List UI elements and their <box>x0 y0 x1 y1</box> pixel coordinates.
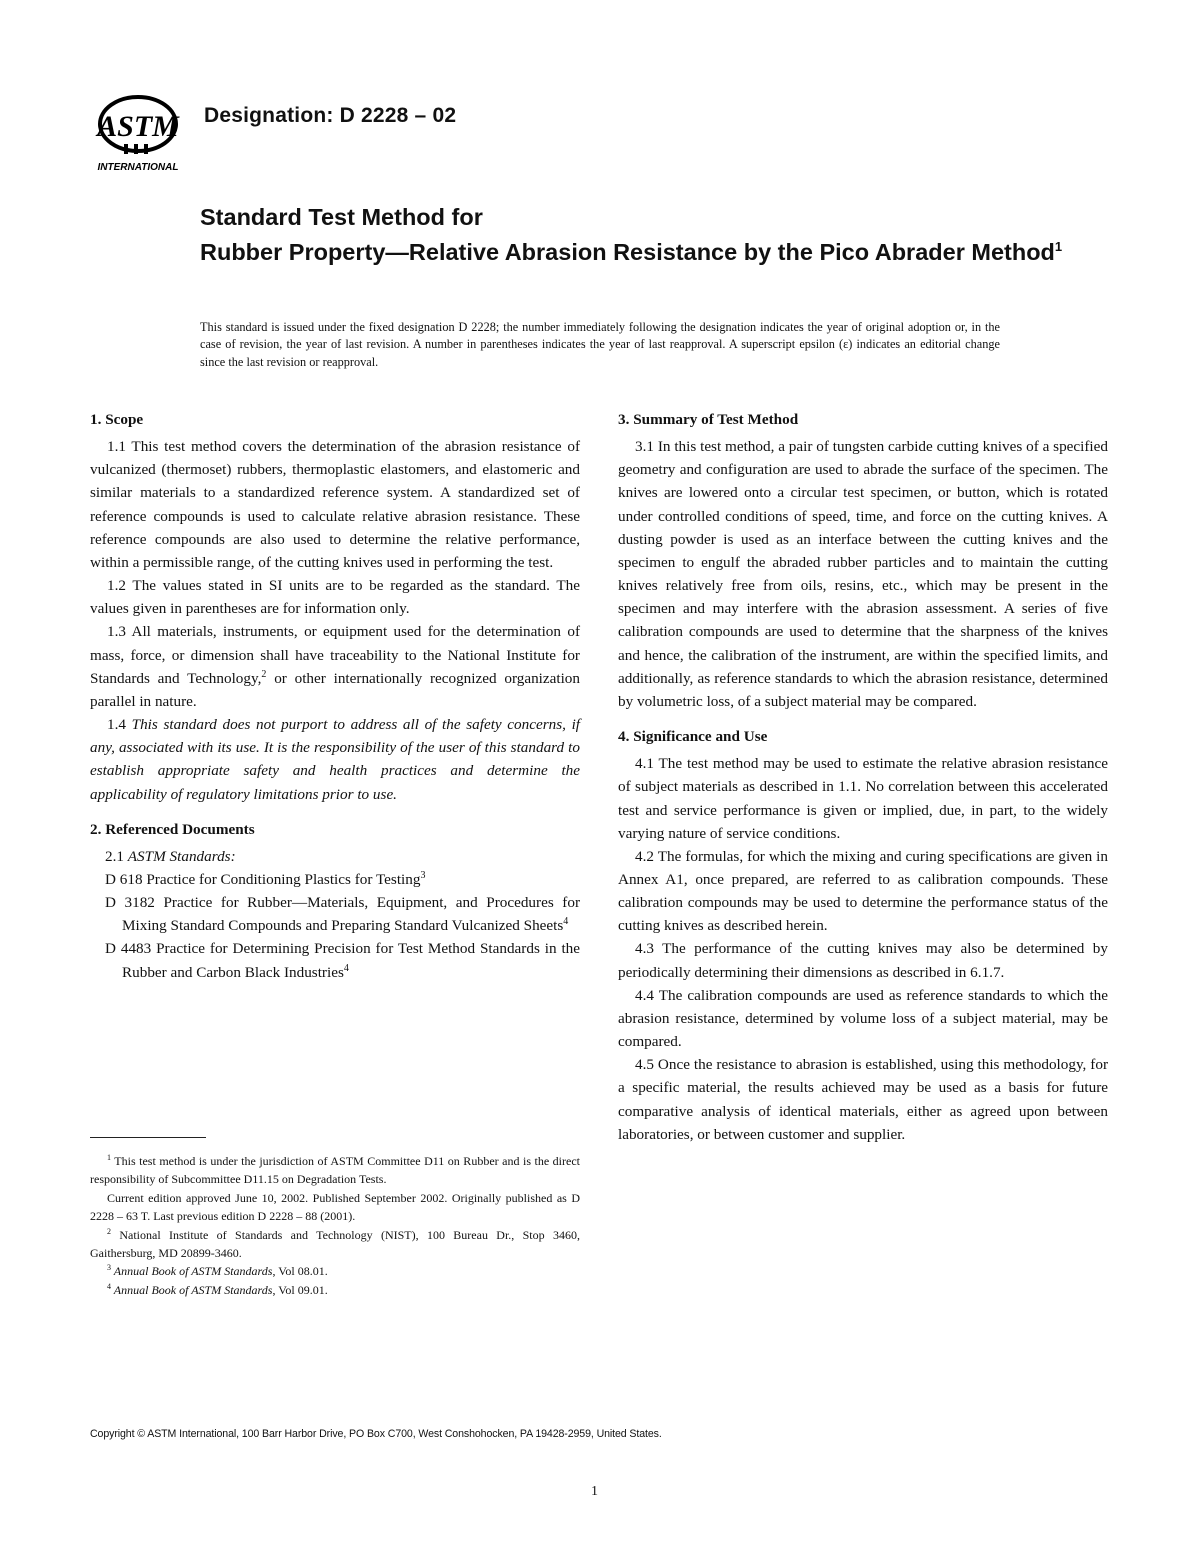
svg-text:ASTM: ASTM <box>97 110 179 143</box>
referenced-sub-num: 2.1 <box>105 847 128 865</box>
left-column <box>90 408 580 984</box>
footnote-4-tail: , Vol 09.01. <box>272 1282 328 1297</box>
footnote-2-text: National Institute of Standards and Technology (NIST), 100 Bureau Dr., Stop 3460, Gaithersburg, MD 20899-3460. <box>90 1227 580 1261</box>
footnote-1-mark: 1 <box>107 1153 111 1162</box>
paragraph-1-3 <box>90 620 580 713</box>
paragraph-1-3-tail: or other internationally recognized organization parallel in nature. <box>90 669 580 710</box>
referenced-subheading <box>90 845 580 868</box>
footnotes <box>90 1152 580 1299</box>
paragraph-4-4: 4.4 The calibration compounds are used as reference standards to which the abrasion resistance, determined by volume loss of a subject material, may be compared. <box>618 986 1108 1051</box>
paragraph-1-3-text: 1.3 All materials, instruments, or equipment used for the determination of mass, force, or dimension shall have traceability to the National Institute for Standards and Technology, <box>90 623 580 687</box>
title-main: Rubber Property—Relative Abrasion Resistance by the Pico Abrader Method <box>200 238 1055 265</box>
reference-item <box>90 891 580 937</box>
title-footnote-mark: 1 <box>1054 239 1063 254</box>
logo-text: INTERNATIONAL <box>97 162 179 173</box>
paragraph-4-1: 4.1 The test method may be used to estimate the relative abrasion resistance of subject materials as described in 1.1. No correlation between this accelerated test and service performance is given or implied, due, in part, to the widely varying nature of service conditions. <box>618 755 1108 842</box>
section-heading-significance: 4. Significance and Use <box>618 728 768 746</box>
referenced-sub-italic: ASTM Standards: <box>127 847 236 865</box>
footnote-3 <box>90 1262 580 1280</box>
footnote-3-italic: Annual Book of ASTM Standards <box>111 1264 273 1279</box>
paragraph-4-3: 4.3 The performance of the cutting knives may also be determined by periodically determining their dimensions as described in 6.1.7. <box>618 940 1108 981</box>
footnote-2-mark: 2 <box>107 1226 111 1236</box>
section-heading-summary: 3. Summary of Test Method <box>618 411 799 428</box>
section-heading-referenced: 2. Referenced Documents <box>90 820 255 838</box>
title-line1: Standard Test Method for <box>200 204 483 230</box>
reference-footnote: 3 <box>420 869 426 881</box>
footnote-3-mark: 3 <box>107 1263 111 1273</box>
footnote-4-mark: 4 <box>107 1281 111 1291</box>
paragraph-1-4 <box>90 713 580 806</box>
paragraph-4-5: 4.5 Once the resistance to abrasion is established, using this methodology, for a specific material, the results achieved may be used as a basis for future comparative analysis of identical materials, either as agreed upon between laboratories, or between customer and supplier. <box>618 1056 1108 1143</box>
reference-footnote: 4 <box>563 916 569 928</box>
footnote-1 <box>90 1152 580 1189</box>
paragraph-3-1: 3.1 In this test method, a pair of tungsten carbide cutting knives of a specified geometry and configuration are used to abrade the surface of the specimen. The knives are lowered onto a circular test specimen, or button, which is rotated under controlled conditions of speed, time, and force on the cutting knives. A dusting powder is used as an interface between the cutting knives and the specimen to engulf the abraded rubber particles and to maintain the cutting knives relatively free from oils, resins, etc., which may be present in the specimen and may interfere with the abrasion assessment. A series of five calibration compounds are used to determine that the sharpness of the knives and hence, the calibration of the instrument, are within the specified limits, and additionally, as reference standards to which the abrasion resistance, determined by volumetric loss, of a subject material may be compared. <box>618 438 1108 710</box>
issue-note: This standard is issued under the fixed designation D 2228; the number immediately following the designation indicates the year of original adoption or, in the case of revision, the year of last revision. A number in parentheses indicates the year of last reapproval. A superscript epsilon (ε) indicates an editorial change since the last revision or reapproval. <box>200 320 1000 369</box>
title-block <box>200 203 1100 267</box>
paragraph-1-4-num: 1.4 <box>107 716 132 734</box>
footnote-ref-2: 2 <box>261 668 267 680</box>
reference-text: D 618 Practice for Conditioning Plastics for Testing <box>105 870 421 888</box>
footnote-rule <box>90 1137 206 1138</box>
footnote-2 <box>90 1226 580 1263</box>
designation: Designation: D 2228 – 02 <box>204 104 457 127</box>
copyright-line: Copyright © ASTM International, 100 Barr Harbor Drive, PO Box C700, West Conshohocken, PA 19428-2959, United States. <box>90 1428 662 1440</box>
reference-text: D 4483 Practice for Determining Precision for Test Method Standards in the Rubber and Carbon Black Industries <box>105 940 580 981</box>
reference-item <box>90 868 580 891</box>
right-column <box>618 408 1108 1146</box>
footnote-3-tail: , Vol 08.01. <box>272 1264 328 1279</box>
title-line2 <box>200 232 1100 267</box>
page-number: 1 <box>591 1484 598 1499</box>
paragraph-1-4-italic: This standard does not purport to address all of the safety concerns, if any, associated with its use. It is the responsibility of the user of this standard to establish appropriate safety and health practices and determine the applicability of regulatory limitations prior to use. <box>90 716 581 803</box>
reference-item <box>90 937 580 983</box>
footnote-1b: Current edition approved June 10, 2002. Published September 2002. Originally published as D 2228 – 63 T. Last previous edition D 2228 – 88 (2001). <box>90 1190 580 1224</box>
astm-logo-graphic <box>88 92 188 174</box>
footnote-1-text: This test method is under the jurisdiction of ASTM Committee D11 on Rubber and is the direct responsibility of Subcommittee D11.15 on Degradation Tests. <box>90 1154 580 1187</box>
footnote-4-italic: Annual Book of ASTM Standards <box>111 1282 273 1297</box>
astm-logo <box>88 92 188 174</box>
paragraph-4-2: 4.2 The formulas, for which the mixing and curing specifications are given in Annex A1, once prepared, are referred to as calibration compounds. These calibration compounds may be used to determine the performance status of the cutting knives as described herein. <box>618 847 1108 935</box>
paragraph-1-1: 1.1 This test method covers the determination of the abrasion resistance of vulcanized (thermoset) rubbers, thermoplastic elastomers, and elastomeric and similar materials to a standardized reference system. A standardized set of reference compounds is used to calculate relative abrasion resistance. These reference compounds are also used to determine the relative performance, within a permissible range, of the cutting knives used in performing the test. <box>90 438 580 571</box>
paragraph-1-2: 1.2 The values stated in SI units are to be regarded as the standard. The values given in parentheses are for information only. <box>90 577 580 618</box>
reference-text: D 3182 Practice for Rubber—Materials, Equipment, and Procedures for Mixing Standard Compounds and Preparing Standard Vulcanized Sheets <box>105 894 580 935</box>
footnote-4 <box>90 1281 580 1299</box>
section-heading-scope: 1. Scope <box>90 411 144 428</box>
reference-footnote: 4 <box>343 962 349 974</box>
